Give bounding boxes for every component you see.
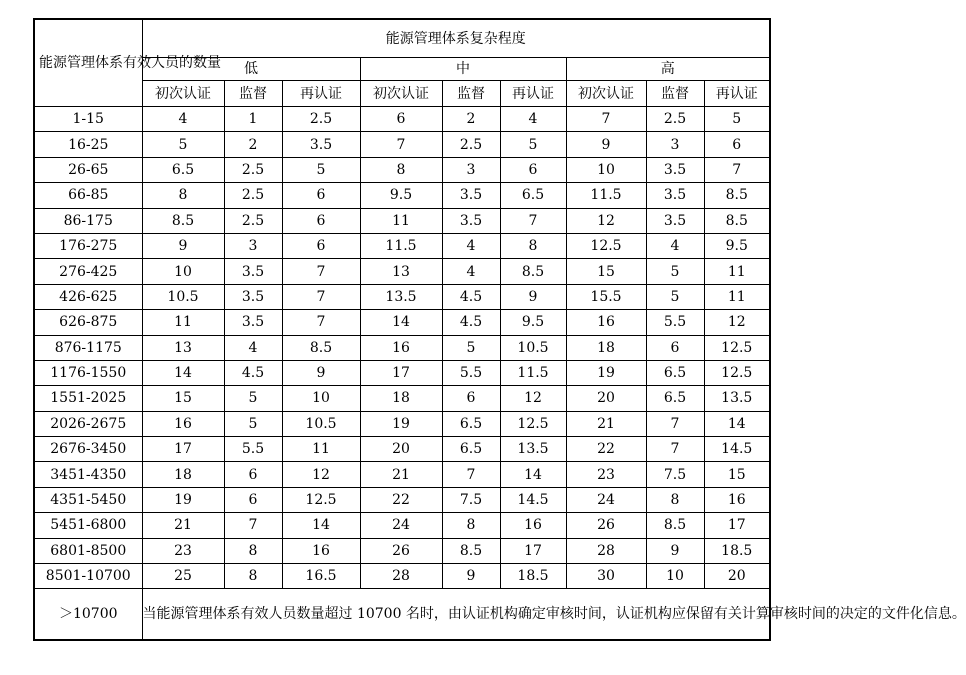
value-cell: 3 <box>442 157 500 182</box>
value-cell: 8 <box>360 157 442 182</box>
value-cell: 3.5 <box>646 157 704 182</box>
subheader-surveillance: 监督 <box>442 81 500 107</box>
value-cell: 6 <box>282 208 360 233</box>
row-range-cell: 1-15 <box>34 107 142 132</box>
value-cell: 7 <box>360 132 442 157</box>
subheader-recertification: 再认证 <box>282 81 360 107</box>
value-cell: 21 <box>142 513 224 538</box>
value-cell: 15 <box>566 259 646 284</box>
value-cell: 6 <box>500 157 566 182</box>
value-cell: 9 <box>566 132 646 157</box>
value-cell: 13 <box>360 259 442 284</box>
value-cell: 16 <box>566 310 646 335</box>
value-cell: 8.5 <box>646 513 704 538</box>
value-cell: 6.5 <box>646 386 704 411</box>
value-cell: 6.5 <box>646 360 704 385</box>
table-row <box>34 411 770 436</box>
value-cell: 11.5 <box>566 183 646 208</box>
value-cell: 22 <box>566 437 646 462</box>
value-cell: 6.5 <box>442 437 500 462</box>
table-row <box>34 487 770 512</box>
value-cell: 4 <box>646 233 704 258</box>
subheader-surveillance: 监督 <box>646 81 704 107</box>
value-cell: 13.5 <box>704 386 770 411</box>
value-cell: 5 <box>646 259 704 284</box>
value-cell: 9 <box>646 538 704 563</box>
value-cell: 5.5 <box>224 437 282 462</box>
value-cell: 12 <box>500 386 566 411</box>
value-cell: 7 <box>500 208 566 233</box>
value-cell: 28 <box>566 538 646 563</box>
value-cell: 3.5 <box>442 183 500 208</box>
value-cell: 4 <box>142 107 224 132</box>
table-body <box>34 107 770 589</box>
row-range-cell: 6801-8500 <box>34 538 142 563</box>
value-cell: 7 <box>282 310 360 335</box>
value-cell: 5 <box>704 107 770 132</box>
value-cell: 10.5 <box>282 411 360 436</box>
value-cell: 28 <box>360 564 442 589</box>
row-range-cell: 276-425 <box>34 259 142 284</box>
table-row <box>34 132 770 157</box>
value-cell: 4 <box>442 259 500 284</box>
value-cell: 10 <box>142 259 224 284</box>
value-cell: 9 <box>500 284 566 309</box>
value-cell: 3.5 <box>224 310 282 335</box>
value-cell: 16 <box>704 487 770 512</box>
value-cell: 11 <box>704 284 770 309</box>
value-cell: 5 <box>646 284 704 309</box>
row-range-cell: 3451-4350 <box>34 462 142 487</box>
value-cell: 17 <box>704 513 770 538</box>
value-cell: 9 <box>282 360 360 385</box>
value-cell: 12.5 <box>566 233 646 258</box>
value-cell: 7 <box>646 437 704 462</box>
value-cell: 26 <box>566 513 646 538</box>
value-cell: 17 <box>360 360 442 385</box>
value-cell: 7 <box>646 411 704 436</box>
header-level-low: 低 <box>142 58 360 81</box>
value-cell: 12 <box>566 208 646 233</box>
value-cell: 2 <box>442 107 500 132</box>
value-cell: 21 <box>566 411 646 436</box>
value-cell: 8.5 <box>704 183 770 208</box>
value-cell: 8.5 <box>282 335 360 360</box>
value-cell: 6 <box>282 233 360 258</box>
table-row <box>34 310 770 335</box>
value-cell: 4 <box>224 335 282 360</box>
value-cell: 3.5 <box>646 208 704 233</box>
value-cell: 18.5 <box>704 538 770 563</box>
value-cell: 9.5 <box>360 183 442 208</box>
value-cell: 16 <box>282 538 360 563</box>
value-cell: 4 <box>500 107 566 132</box>
value-cell: 4 <box>442 233 500 258</box>
value-cell: 2.5 <box>646 107 704 132</box>
row-range-cell: 26-65 <box>34 157 142 182</box>
table-row <box>34 386 770 411</box>
value-cell: 11 <box>704 259 770 284</box>
value-cell: 2 <box>224 132 282 157</box>
row-range-cell: 4351-5450 <box>34 487 142 512</box>
value-cell: 12.5 <box>500 411 566 436</box>
row-range-cell: 66-85 <box>34 183 142 208</box>
value-cell: 6.5 <box>142 157 224 182</box>
table-row <box>34 208 770 233</box>
value-cell: 13.5 <box>360 284 442 309</box>
value-cell: 26 <box>360 538 442 563</box>
value-cell: 3.5 <box>224 284 282 309</box>
value-cell: 20 <box>566 386 646 411</box>
value-cell: 4.5 <box>224 360 282 385</box>
value-cell: 11.5 <box>360 233 442 258</box>
value-cell: 3.5 <box>442 208 500 233</box>
value-cell: 10.5 <box>142 284 224 309</box>
value-cell: 9 <box>442 564 500 589</box>
value-cell: 7 <box>566 107 646 132</box>
value-cell: 18 <box>566 335 646 360</box>
subheader-surveillance: 监督 <box>224 81 282 107</box>
value-cell: 10 <box>566 157 646 182</box>
row-range-cell: 8501-10700 <box>34 564 142 589</box>
value-cell: 11 <box>282 437 360 462</box>
value-cell: 12.5 <box>704 360 770 385</box>
row-range-cell: 1176-1550 <box>34 360 142 385</box>
value-cell: 14 <box>500 462 566 487</box>
table-row <box>34 538 770 563</box>
value-cell: 20 <box>704 564 770 589</box>
value-cell: 14 <box>704 411 770 436</box>
value-cell: 11 <box>142 310 224 335</box>
value-cell: 13.5 <box>500 437 566 462</box>
value-cell: 6 <box>442 386 500 411</box>
value-cell: 5 <box>224 411 282 436</box>
value-cell: 24 <box>360 513 442 538</box>
value-cell: 15 <box>142 386 224 411</box>
value-cell: 17 <box>500 538 566 563</box>
value-cell: 12 <box>282 462 360 487</box>
value-cell: 18 <box>142 462 224 487</box>
value-cell: 16 <box>360 335 442 360</box>
subheader-initial: 初次认证 <box>360 81 442 107</box>
value-cell: 7.5 <box>442 487 500 512</box>
value-cell: 18.5 <box>500 564 566 589</box>
note-range-label: ＞10700 <box>34 589 142 641</box>
table-row <box>34 107 770 132</box>
value-cell: 7 <box>282 284 360 309</box>
value-cell: 12.5 <box>282 487 360 512</box>
table-row <box>34 564 770 589</box>
value-cell: 8 <box>224 564 282 589</box>
table-row <box>34 360 770 385</box>
value-cell: 2.5 <box>224 157 282 182</box>
header-complexity: 能源管理体系复杂程度 <box>142 19 770 58</box>
value-cell: 14.5 <box>704 437 770 462</box>
value-cell: 23 <box>142 538 224 563</box>
value-cell: 23 <box>566 462 646 487</box>
value-cell: 10.5 <box>500 335 566 360</box>
note-row <box>34 589 770 641</box>
note-text: 当能源管理体系有效人员数量超过 10700 名时，由认证机构确定审核时间，认证机构应保留有关计算审核时间的决定的文件化信息。 <box>142 589 770 641</box>
row-range-cell: 1551-2025 <box>34 386 142 411</box>
header-level-medium: 中 <box>360 58 566 81</box>
value-cell: 6 <box>282 183 360 208</box>
value-cell: 3.5 <box>224 259 282 284</box>
table-row <box>34 462 770 487</box>
value-cell: 9.5 <box>704 233 770 258</box>
table-row <box>34 437 770 462</box>
value-cell: 9 <box>142 233 224 258</box>
value-cell: 6 <box>704 132 770 157</box>
header-personnel-count: 能源管理体系有效人员的数量 <box>34 19 142 107</box>
row-range-cell: 86-175 <box>34 208 142 233</box>
value-cell: 5 <box>282 157 360 182</box>
header-level-high: 高 <box>566 58 770 81</box>
table-row <box>34 157 770 182</box>
value-cell: 5 <box>224 386 282 411</box>
value-cell: 2.5 <box>224 208 282 233</box>
value-cell: 19 <box>566 360 646 385</box>
value-cell: 16 <box>500 513 566 538</box>
row-range-cell: 176-275 <box>34 233 142 258</box>
audit-time-table <box>33 18 966 641</box>
row-range-cell: 2676-3450 <box>34 437 142 462</box>
value-cell: 10 <box>282 386 360 411</box>
value-cell: 5 <box>442 335 500 360</box>
value-cell: 3.5 <box>646 183 704 208</box>
value-cell: 1 <box>224 107 282 132</box>
value-cell: 10 <box>646 564 704 589</box>
row-range-cell: 16-25 <box>34 132 142 157</box>
value-cell: 14 <box>360 310 442 335</box>
value-cell: 21 <box>360 462 442 487</box>
value-cell: 20 <box>360 437 442 462</box>
value-cell: 11 <box>360 208 442 233</box>
value-cell: 7 <box>704 157 770 182</box>
value-cell: 2.5 <box>224 183 282 208</box>
value-cell: 15.5 <box>566 284 646 309</box>
value-cell: 16 <box>142 411 224 436</box>
value-cell: 8.5 <box>500 259 566 284</box>
value-cell: 30 <box>566 564 646 589</box>
value-cell: 7.5 <box>646 462 704 487</box>
value-cell: 8 <box>646 487 704 512</box>
subheader-recertification: 再认证 <box>704 81 770 107</box>
value-cell: 14 <box>142 360 224 385</box>
value-cell: 12 <box>704 310 770 335</box>
value-cell: 6.5 <box>500 183 566 208</box>
value-cell: 8 <box>142 183 224 208</box>
value-cell: 18 <box>360 386 442 411</box>
value-cell: 8.5 <box>142 208 224 233</box>
value-cell: 7 <box>442 462 500 487</box>
value-cell: 5.5 <box>442 360 500 385</box>
value-cell: 19 <box>142 487 224 512</box>
value-cell: 3 <box>224 233 282 258</box>
value-cell: 16.5 <box>282 564 360 589</box>
value-cell: 4.5 <box>442 284 500 309</box>
value-cell: 7 <box>282 259 360 284</box>
value-cell: 13 <box>142 335 224 360</box>
value-cell: 6 <box>646 335 704 360</box>
value-cell: 6 <box>224 462 282 487</box>
table-row <box>34 284 770 309</box>
table-row <box>34 233 770 258</box>
value-cell: 6 <box>224 487 282 512</box>
value-cell: 14.5 <box>500 487 566 512</box>
value-cell: 4.5 <box>442 310 500 335</box>
value-cell: 8 <box>500 233 566 258</box>
value-cell: 14 <box>282 513 360 538</box>
value-cell: 6 <box>360 107 442 132</box>
value-cell: 22 <box>360 487 442 512</box>
value-cell: 8.5 <box>704 208 770 233</box>
subheader-initial: 初次认证 <box>142 81 224 107</box>
value-cell: 3.5 <box>282 132 360 157</box>
value-cell: 8 <box>442 513 500 538</box>
table-row <box>34 335 770 360</box>
value-cell: 5.5 <box>646 310 704 335</box>
row-range-cell: 876-1175 <box>34 335 142 360</box>
value-cell: 17 <box>142 437 224 462</box>
value-cell: 2.5 <box>442 132 500 157</box>
value-cell: 5 <box>142 132 224 157</box>
value-cell: 19 <box>360 411 442 436</box>
value-cell: 11.5 <box>500 360 566 385</box>
value-cell: 7 <box>224 513 282 538</box>
value-cell: 9.5 <box>500 310 566 335</box>
value-cell: 2.5 <box>282 107 360 132</box>
value-cell: 8.5 <box>442 538 500 563</box>
row-range-cell: 426-625 <box>34 284 142 309</box>
value-cell: 8 <box>224 538 282 563</box>
subheader-recertification: 再认证 <box>500 81 566 107</box>
value-cell: 3 <box>646 132 704 157</box>
row-range-cell: 2026-2675 <box>34 411 142 436</box>
row-range-cell: 626-875 <box>34 310 142 335</box>
table-row <box>34 183 770 208</box>
table-row <box>34 513 770 538</box>
subheader-initial: 初次认证 <box>566 81 646 107</box>
value-cell: 25 <box>142 564 224 589</box>
value-cell: 6.5 <box>442 411 500 436</box>
value-cell: 5 <box>500 132 566 157</box>
value-cell: 24 <box>566 487 646 512</box>
row-range-cell: 5451-6800 <box>34 513 142 538</box>
value-cell: 12.5 <box>704 335 770 360</box>
value-cell: 15 <box>704 462 770 487</box>
table-row <box>34 259 770 284</box>
